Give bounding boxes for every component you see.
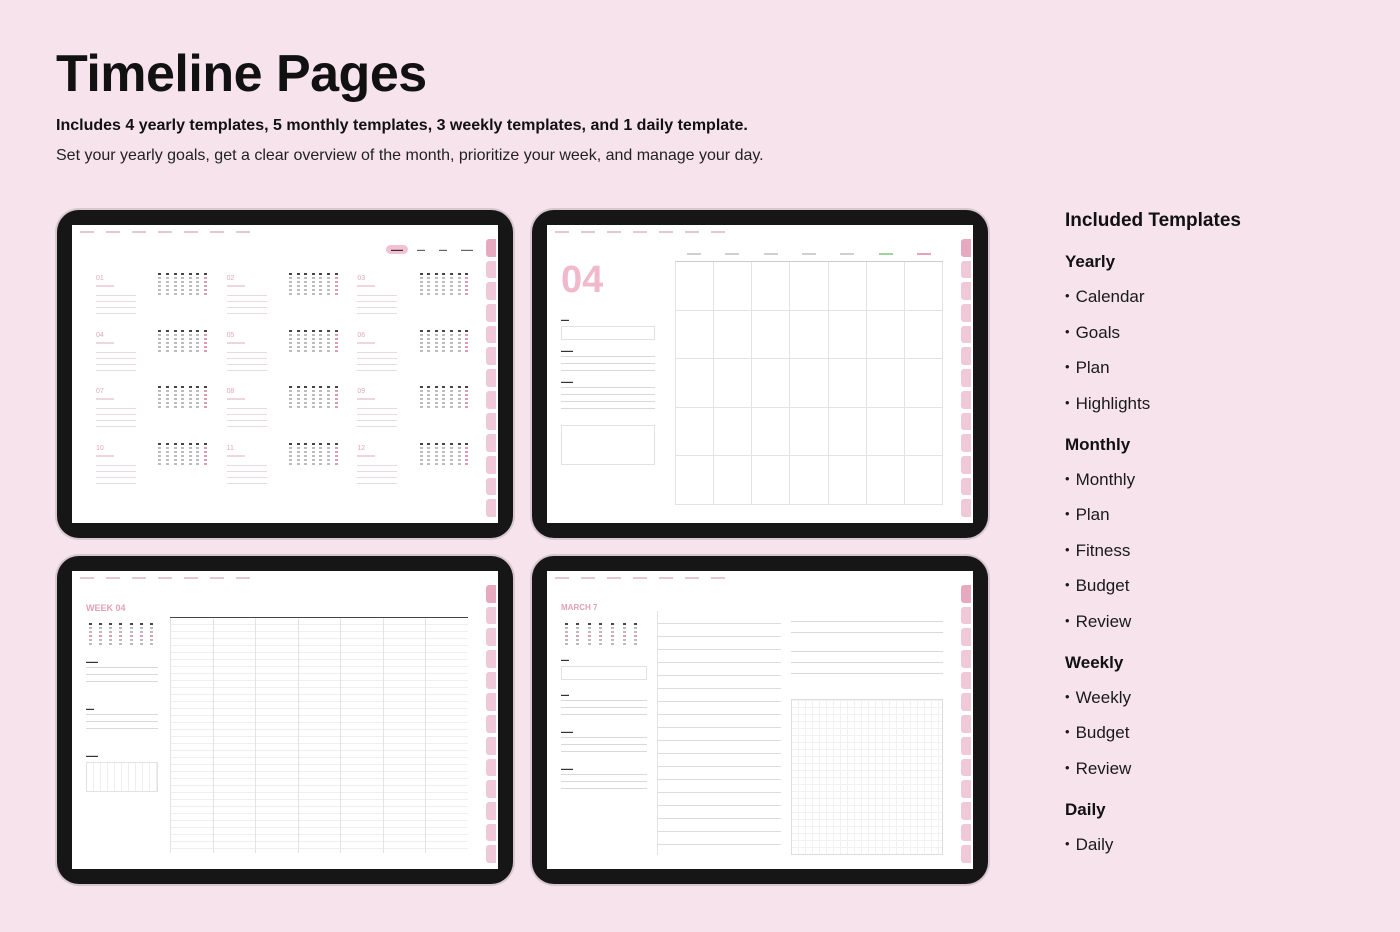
yearly-month-number: 12 [357, 444, 366, 452]
side-tabs [961, 585, 971, 863]
yearly-month-number: 02 [226, 275, 235, 282]
yearly-month-number: 08 [226, 388, 235, 395]
planner-top-nav [547, 225, 959, 239]
weekly-day-columns [170, 617, 468, 853]
daily-screen [547, 571, 973, 869]
daily-mini-calendar [561, 623, 641, 645]
yearly-month-number: 10 [96, 444, 104, 452]
tablet-daily-preview [532, 556, 988, 884]
pill-active: ▬▬▬ [386, 245, 408, 254]
included-templates-title: Included Templates [1065, 210, 1241, 231]
yearly-month [355, 273, 472, 330]
yearly-month-number: 07 [96, 388, 104, 395]
weekly-left-column: ▬▬▬ ▬▬ ▬▬▬ [86, 623, 158, 792]
yearly-month [355, 386, 472, 443]
yearly-month [225, 273, 342, 330]
group-weekly-label: Weekly [1065, 652, 1124, 672]
yearly-month-number: 09 [357, 388, 366, 395]
planner-top-nav [72, 571, 484, 585]
tablet-yearly-preview [57, 210, 513, 538]
yearly-month-number: 06 [357, 331, 366, 339]
list-item: • Calendar [1065, 287, 1145, 307]
list-item: • Review [1065, 611, 1132, 631]
monthly-calendar-grid [675, 261, 943, 505]
list-item: • Budget [1065, 576, 1130, 596]
monthly-screen [547, 225, 973, 523]
yearly-month [94, 273, 211, 330]
yearly-month-number: 05 [226, 331, 235, 339]
monthly-left-column: ▬▬ ▬▬▬ ▬▬▬ [561, 309, 655, 465]
weekly-screen [72, 571, 498, 869]
yearly-month [225, 386, 342, 443]
tablet-weekly-preview [57, 556, 513, 884]
weekly-title: WEEK 04 [86, 603, 126, 613]
yearly-month-number: 01 [96, 275, 104, 282]
yearly-month-number: 04 [96, 331, 104, 339]
planner-top-nav [547, 571, 959, 585]
list-item: • Highlights [1065, 393, 1151, 413]
tablet-monthly-preview [532, 210, 988, 538]
page-subtitle: Set your yearly goals, get a clear overview of the month, prioritize your week, and manage your day. [56, 147, 764, 164]
list-item: • Plan [1065, 358, 1110, 378]
group-monthly-label: Monthly [1065, 434, 1131, 454]
daily-notes-grid [791, 699, 943, 855]
daily-left-column: ▬▬ ▬▬ ▬▬▬ ▬▬▬ [561, 623, 647, 789]
included-templates-panel [1065, 210, 1365, 856]
page-title: Timeline Pages [56, 45, 427, 103]
list-item: • Plan [1065, 505, 1110, 525]
list-item: • Daily [1065, 835, 1114, 855]
list-item: • Goals [1065, 322, 1120, 342]
side-tabs [486, 585, 496, 863]
daily-title: MARCH 7 [561, 603, 598, 612]
monthly-month-number: 04 [561, 259, 604, 301]
list-item: • Review [1065, 758, 1132, 778]
list-item: • Budget [1065, 723, 1130, 743]
yearly-month [94, 386, 211, 443]
yearly-months-grid [94, 273, 472, 499]
planner-top-nav [72, 225, 484, 239]
daily-weather-meal [791, 611, 943, 674]
yearly-month-number: 11 [226, 444, 234, 452]
daily-hour-schedule [657, 611, 781, 855]
yearly-month [355, 443, 472, 500]
group-daily-label: Daily [1065, 799, 1106, 819]
yearly-month [225, 443, 342, 500]
yearly-screen [72, 225, 498, 523]
yearly-month [225, 330, 342, 387]
yearly-tab-pills: ▬▬▬ ▬▬ ▬▬ ▬▬▬ [386, 245, 478, 254]
list-item: • Monthly [1065, 469, 1136, 489]
side-tabs [486, 239, 496, 517]
yearly-month [94, 443, 211, 500]
yearly-month-number: 03 [357, 275, 366, 282]
page-lead: Includes 4 yearly templates, 5 monthly templates, 3 weekly templates, and 1 daily template. [56, 117, 748, 134]
weekly-mini-calendar [86, 623, 156, 645]
monthly-weekday-header [675, 253, 943, 255]
list-item: • Weekly [1065, 687, 1131, 707]
side-tabs [961, 239, 971, 517]
yearly-month [94, 330, 211, 387]
group-yearly-label: Yearly [1065, 252, 1116, 271]
list-item: • Fitness [1065, 540, 1131, 560]
yearly-month [355, 330, 472, 387]
